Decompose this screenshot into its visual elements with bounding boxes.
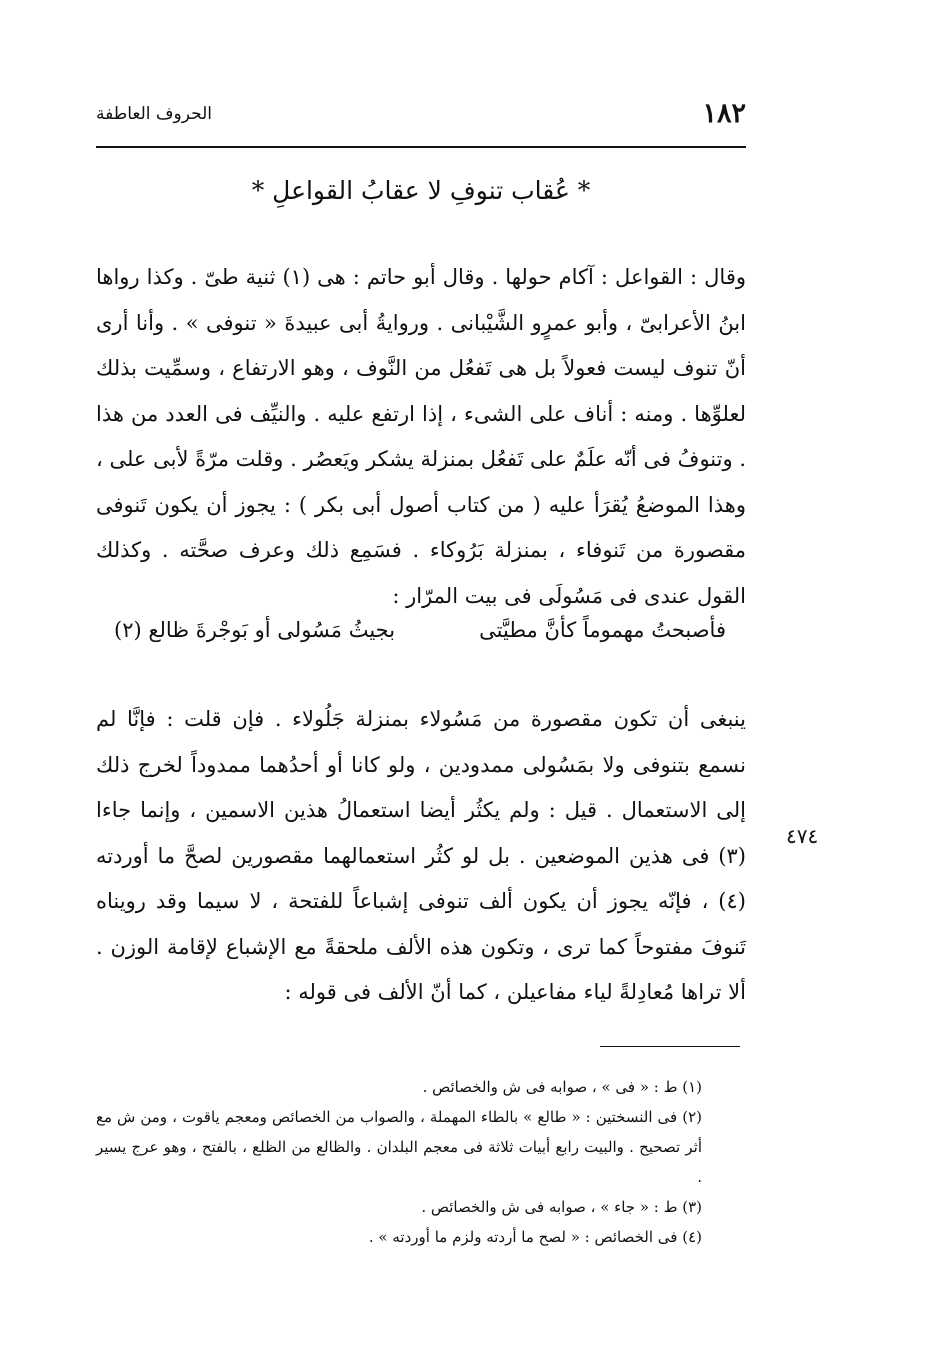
footnote-1: (١) ط : « فى » ، صوابه فى ش والخصائص .: [422, 1078, 702, 1096]
footnote-2: (٢) فى النسختين : « طالع » بالطاء المهملة ، والصواب من الخصائص ومعجم ياقوت ، ومن ش مع أثر تصحيح . والبيت رابع أبيات ثلاثة فى معجم البلدان . والظالع من الظلع ، بالفتح ، وهو عرج يسير .: [96, 1108, 702, 1186]
footnote-4: (٤) فى الخصائص : « لصح ما أردته ولزم ما أوردته » .: [368, 1228, 702, 1246]
page-header: [96, 98, 746, 138]
section-title: * عُقاب تنوفِ لا عقابُ القواعلِ *: [251, 176, 591, 205]
body-paragraph-1: وقال : القواعل : آكام حولها . وقال أبو حاتم : هى (١) ثنية طىّ . وكذا رواها ابنُ الأعرابىّ ، وأبو عمرٍو الشَّيْبانى . وروايةُ أبى عبيدةَ « تنوفى » . وأنا أرى أنّ تنوف ليست فعولاً بل هى تَفعُل من النَّوف ، وهو الارتفاع ، وسمِّيت بذلك لعلوِّها . ومنه : أناف على الشىء ، إذا ارتفع عليه . والنيِّف فى العدد من هذا . وتنوفُ فى أنّه علَمٌ على تَفعُل بمنزلة يشكر ويَعصُر . وقلت مرّةً لأبى على ، وهذا الموضعُ يُقرَأ عليه ( من كتاب أصول أبى بكر ) : يجوز أن يكون تَنوفى مقصورة من تَنوفاء ، بمنزلة بَرُوكاء . فسَمِع ذلك وعرف صحَّته . وكذلك القول عندى فى مَسُولَى فى بيت المرّار :: [96, 265, 747, 608]
margin-reference-number: ٤٧٤: [786, 824, 819, 848]
verse-second-hemistich: بجيثُ مَسُولى أو بَوجْرةَ ظالع (٢): [114, 618, 396, 642]
page-number: ١٨٢: [702, 98, 746, 129]
verse-line: [96, 618, 746, 658]
verse-first-hemistich: فأصبحتُ مهموماً كأنَّ مطيَّتى: [479, 618, 726, 642]
running-title: الحروف العاطفة: [96, 104, 213, 124]
footnotes: [96, 1072, 746, 1252]
body-paragraph-2: ينبغى أن تكون مقصورة من مَسُولاء بمنزلة جَلُولاء . فإن قلت : فإنَّا لم نسمع بتنوفى ولا بمَسُولى ممدودين ، ولو كانا أو أحدُهما ممدوداً لخرج ذلك إلى الاستعمال . قيل : ولم يكثُر أيضا استعمالُ هذين الاسمين ، وإنما جاءا (٣) فى هذين الموضعين . بل لو كثُر استعمالهما مقصورين لصحَّ ما أوردته (٤) ، فإنّه يجوز أن يكون ألف تنوفى إشباعاً للفتحة ، لا سيما وقد رويناه تَنوفَ مفتوحاً كما ترى ، وتكون هذه الألف ملحقةً مع الإشباع لإقامة الوزن . ألا تراها مُعادِلةً لياء مفاعيلن ، كما أنّ الألف فى قوله :: [96, 707, 746, 1004]
footnote-separator: [600, 1046, 740, 1047]
footnote-3: (٣) ط : « جاء » ، صوابه فى ش والخصائص .: [421, 1198, 702, 1216]
header-rule: [96, 146, 746, 148]
